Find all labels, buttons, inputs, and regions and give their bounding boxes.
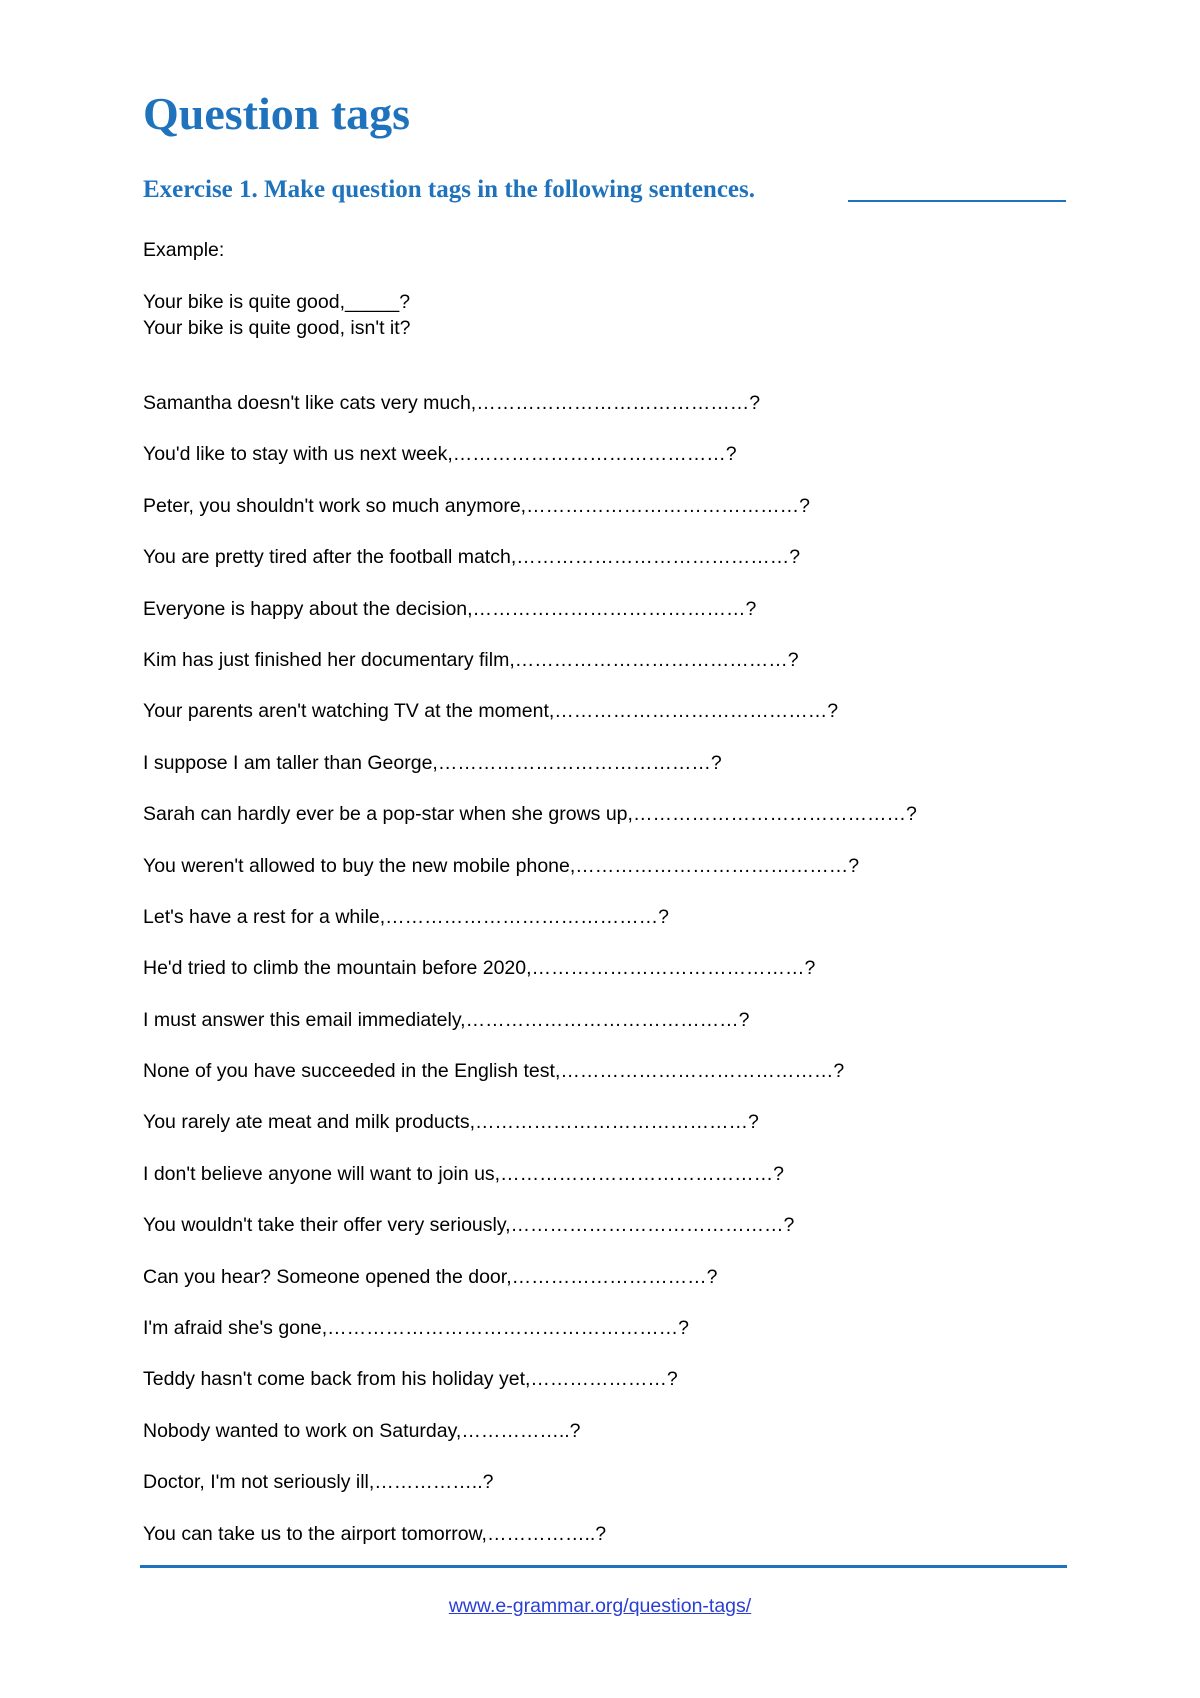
exercise-list xyxy=(143,390,917,1572)
footer-divider xyxy=(140,1565,1067,1568)
example-answer: Your bike is quite good, isn't it? xyxy=(143,317,411,339)
example-question: Your bike is quite good,_____? xyxy=(143,291,411,313)
exercise-item: Let's have a rest for a while,……………………………………? xyxy=(143,905,670,928)
exercise-item: Samantha doesn't like cats very much,……………………………………? xyxy=(143,392,761,414)
exercise-item: I must answer this email immediately,……………………………………? xyxy=(143,1008,750,1031)
exercise-heading: Exercise 1. Make question tags in the following sentences. xyxy=(143,176,756,203)
exercise-item: None of you have succeeded in the English test,……………………………………? xyxy=(143,1060,845,1083)
footer-link[interactable]: www.e-grammar.org/question-tags/ xyxy=(448,1595,752,1617)
exercise-item: You are pretty tired after the football match,……………………………………? xyxy=(143,546,801,569)
footer xyxy=(0,1593,1200,1619)
exercise-item: Everyone is happy about the decision,……………………………………? xyxy=(143,597,757,620)
exercise-item: You rarely ate meat and milk products,……………………………………? xyxy=(143,1111,759,1134)
exercise-item: He'd tried to climb the mountain before 2020,……………………………………? xyxy=(143,957,816,980)
exercise-item: Can you hear? Someone opened the door,…………………………? xyxy=(143,1265,718,1288)
exercise-item: You weren't allowed to buy the new mobile phone,……………………………………? xyxy=(143,854,860,877)
exercise-item: You can take us to the airport tomorrow,……………..? xyxy=(143,1522,607,1545)
exercise-item: Sarah can hardly ever be a pop-star when she grows up,……………………………………? xyxy=(143,803,917,826)
exercise-item: I'm afraid she's gone,………………………………………………? xyxy=(143,1317,689,1340)
exercise-item: I suppose I am taller than George,……………………………………? xyxy=(143,751,722,774)
exercise-item: You'd like to stay with us next week,……………………………………? xyxy=(143,443,737,466)
example-label: Example: xyxy=(143,239,225,261)
exercise-item: Your parents aren't watching TV at the moment,……………………………………? xyxy=(143,700,839,723)
exercise-item: Doctor, I'm not seriously ill,……………..? xyxy=(143,1471,494,1494)
exercise-item: Nobody wanted to work on Saturday,……………..? xyxy=(143,1419,581,1442)
exercise-item: You wouldn't take their offer very seriously,……………………………………? xyxy=(143,1214,795,1237)
exercise-item: Kim has just finished her documentary film,……………………………………? xyxy=(143,648,799,671)
exercise-item: Peter, you shouldn't work so much anymore,……………………………………? xyxy=(143,494,810,517)
exercise-item: Teddy hasn't come back from his holiday yet,…………………? xyxy=(143,1368,678,1391)
exercise-item: I don't believe anyone will want to join us,……………………………………? xyxy=(143,1162,784,1185)
page-title: Question tags xyxy=(143,88,411,139)
heading-underline xyxy=(848,200,1066,202)
